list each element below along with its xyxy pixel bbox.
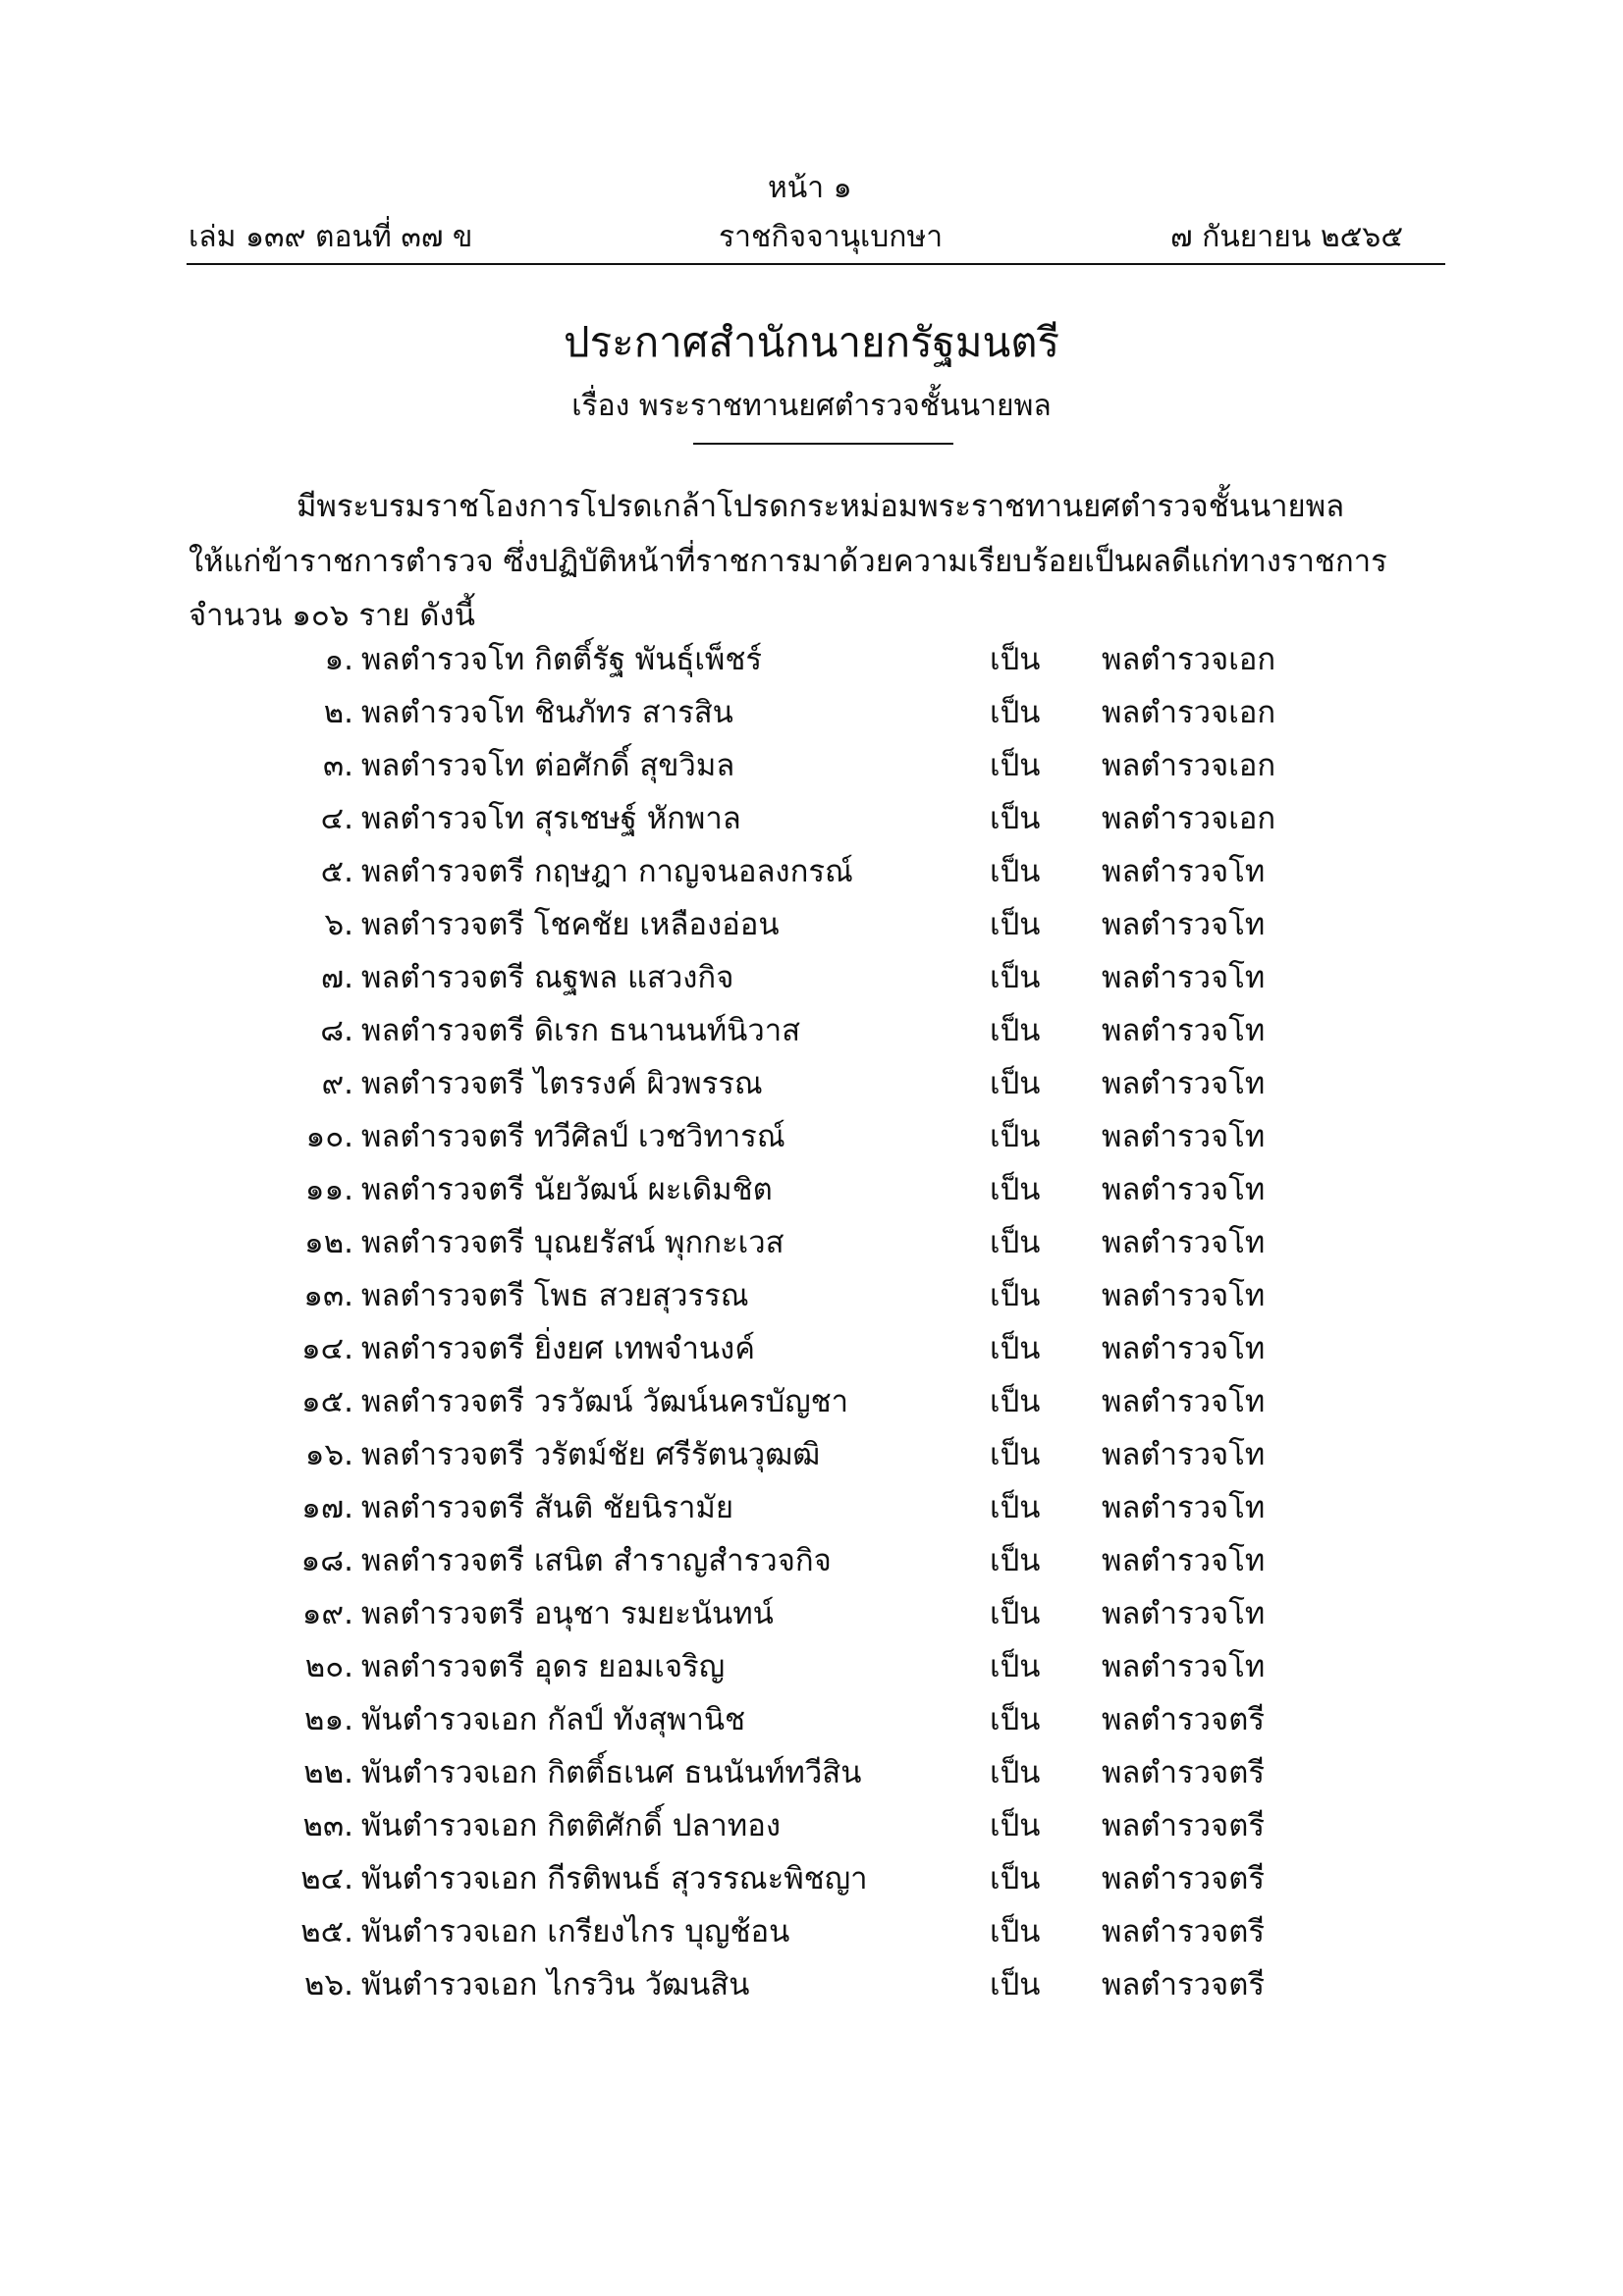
new-rank: พลตำรวจโท bbox=[1102, 1066, 1266, 1101]
as-label: เป็น bbox=[990, 960, 1041, 995]
officer-name: พลตำรวจตรี เสนิต สำราญสำรวจกิจ bbox=[361, 1543, 832, 1578]
new-rank: พลตำรวจโท bbox=[1102, 854, 1266, 889]
officer-name: พลตำรวจตรี วรวัฒน์ วัฒน์นครบัญชา bbox=[361, 1384, 849, 1419]
item-number: ๒๐. bbox=[304, 1649, 353, 1684]
officer-name: พลตำรวจโท สุรเชษฐ์ หักพาล bbox=[361, 801, 741, 836]
item-number: ๑๘. bbox=[300, 1543, 353, 1578]
officer-name: พลตำรวจโท ต่อศักดิ์ สุขวิมล bbox=[361, 748, 735, 783]
item-number: ๒๑. bbox=[304, 1702, 353, 1737]
volume-issue: เล่ม ๑๓๙ ตอนที่ ๓๗ ข bbox=[189, 220, 473, 254]
list-item bbox=[0, 1853, 1623, 1906]
officer-name: พันตำรวจเอก เกรียงไกร บุญช้อน bbox=[361, 1914, 790, 1949]
officer-name: พลตำรวจตรี ไตรรงค์ ผิวพรรณ bbox=[361, 1066, 763, 1101]
new-rank: พลตำรวจเอก bbox=[1102, 748, 1276, 783]
officer-name: พลตำรวจตรี ยิ่งยศ เทพจำนงค์ bbox=[361, 1331, 755, 1366]
as-label: เป็น bbox=[990, 1861, 1041, 1896]
announcement-title: ประกาศสำนักนายกรัฐมนตรี bbox=[563, 318, 1060, 366]
as-label: เป็น bbox=[990, 1649, 1041, 1684]
list-item bbox=[0, 1217, 1623, 1270]
item-number: ๑๓. bbox=[303, 1278, 353, 1313]
as-label: เป็น bbox=[990, 801, 1041, 836]
item-number: ๔. bbox=[320, 801, 353, 836]
officer-name: พลตำรวจตรี โชคชัย เหลืองอ่อน bbox=[361, 907, 780, 942]
header-rule bbox=[187, 263, 1445, 265]
as-label: เป็น bbox=[990, 1596, 1041, 1631]
new-rank: พลตำรวจโท bbox=[1102, 1119, 1266, 1154]
body-line-3: จำนวน ๑๐๖ ราย ดังนี้ bbox=[189, 598, 475, 633]
item-number: ๒๒. bbox=[303, 1755, 353, 1790]
list-item bbox=[0, 1800, 1623, 1853]
new-rank: พลตำรวจตรี bbox=[1102, 1808, 1265, 1843]
new-rank: พลตำรวจโท bbox=[1102, 1649, 1266, 1684]
as-label: เป็น bbox=[990, 1543, 1041, 1578]
list-item bbox=[0, 1535, 1623, 1588]
item-number: ๑๖. bbox=[304, 1437, 353, 1472]
new-rank: พลตำรวจโท bbox=[1102, 1225, 1266, 1260]
as-label: เป็น bbox=[990, 1437, 1041, 1472]
officer-name: พลตำรวจตรี สันติ ชัยนิรามัย bbox=[361, 1490, 733, 1525]
item-number: ๑๔. bbox=[301, 1331, 353, 1366]
as-label: เป็น bbox=[990, 1755, 1041, 1790]
title-underline bbox=[693, 443, 953, 445]
officer-name: พลตำรวจตรี นัยวัฒน์ ผะเดิมชิต bbox=[361, 1172, 773, 1207]
new-rank: พลตำรวจตรี bbox=[1102, 1755, 1265, 1790]
list-item bbox=[0, 1164, 1623, 1217]
list-item bbox=[0, 846, 1623, 899]
as-label: เป็น bbox=[990, 695, 1041, 730]
list-item bbox=[0, 687, 1623, 740]
list-item bbox=[0, 1588, 1623, 1641]
officer-name: พลตำรวจตรี วรัตม์ชัย ศรีรัตนวุฒฒิ bbox=[361, 1437, 821, 1472]
officer-name: พลตำรวจโท ชินภัทร สารสิน bbox=[361, 695, 733, 730]
as-label: เป็น bbox=[990, 1013, 1041, 1048]
item-number: ๖. bbox=[324, 907, 353, 942]
list-item bbox=[0, 1323, 1623, 1376]
officer-name: พันตำรวจเอก กีรติพนธ์ สุวรรณะพิชญา bbox=[361, 1861, 868, 1896]
item-number: ๒๖. bbox=[304, 1967, 353, 2002]
list-item bbox=[0, 1747, 1623, 1800]
item-number: ๑๕. bbox=[301, 1384, 353, 1419]
item-number: ๙. bbox=[321, 1066, 353, 1101]
new-rank: พลตำรวจโท bbox=[1102, 1384, 1266, 1419]
item-number: ๒๔. bbox=[300, 1861, 353, 1896]
new-rank: พลตำรวจโท bbox=[1102, 1437, 1266, 1472]
officer-name: พลตำรวจโท กิตติ์รัฐ พันธุ์เพ็ชร์ bbox=[361, 642, 763, 677]
as-label: เป็น bbox=[990, 854, 1041, 889]
list-item bbox=[0, 1906, 1623, 1959]
as-label: เป็น bbox=[990, 1384, 1041, 1419]
as-label: เป็น bbox=[990, 1172, 1041, 1207]
new-rank: พลตำรวจโท bbox=[1102, 1278, 1266, 1313]
list-item bbox=[0, 740, 1623, 793]
list-item bbox=[0, 1694, 1623, 1747]
list-item bbox=[0, 1641, 1623, 1694]
item-number: ๓. bbox=[322, 748, 353, 783]
new-rank: พลตำรวจโท bbox=[1102, 1543, 1266, 1578]
item-number: ๑. bbox=[324, 642, 353, 677]
officer-name: พลตำรวจตรี อนุชา รมยะนันทน์ bbox=[361, 1596, 774, 1631]
new-rank: พลตำรวจโท bbox=[1102, 1172, 1266, 1207]
item-number: ๕. bbox=[320, 854, 353, 889]
officer-name: พลตำรวจตรี โพธ สวยสุวรรณ bbox=[361, 1278, 749, 1313]
item-number: ๒. bbox=[323, 695, 353, 730]
list-item bbox=[0, 952, 1623, 1005]
as-label: เป็น bbox=[990, 1119, 1041, 1154]
item-number: ๒๓. bbox=[302, 1808, 353, 1843]
new-rank: พลตำรวจตรี bbox=[1102, 1967, 1265, 2002]
new-rank: พลตำรวจโท bbox=[1102, 1596, 1266, 1631]
new-rank: พลตำรวจโท bbox=[1102, 1490, 1266, 1525]
officer-name: พันตำรวจเอก กิตติศักดิ์ ปลาทอง bbox=[361, 1808, 781, 1843]
officer-name: พันตำรวจเอก ไกรวิน วัฒนสิน bbox=[361, 1967, 750, 2002]
as-label: เป็น bbox=[990, 1808, 1041, 1843]
new-rank: พลตำรวจตรี bbox=[1102, 1861, 1265, 1896]
new-rank: พลตำรวจเอก bbox=[1102, 642, 1276, 677]
as-label: เป็น bbox=[990, 1331, 1041, 1366]
list-item bbox=[0, 1270, 1623, 1323]
list-item bbox=[0, 1959, 1623, 2012]
officer-name: พลตำรวจตรี อุดร ยอมเจริญ bbox=[361, 1649, 726, 1684]
new-rank: พลตำรวจตรี bbox=[1102, 1914, 1265, 1949]
as-label: เป็น bbox=[990, 1702, 1041, 1737]
as-label: เป็น bbox=[990, 748, 1041, 783]
new-rank: พลตำรวจโท bbox=[1102, 960, 1266, 995]
list-item bbox=[0, 899, 1623, 952]
as-label: เป็น bbox=[990, 1278, 1041, 1313]
officer-name: พลตำรวจตรี ทวีศิลป์ เวชวิทารณ์ bbox=[361, 1119, 785, 1154]
list-item bbox=[0, 1429, 1623, 1482]
new-rank: พลตำรวจเอก bbox=[1102, 695, 1276, 730]
as-label: เป็น bbox=[990, 1066, 1041, 1101]
issue-date: ๗ กันยายน ๒๕๖๕ bbox=[1170, 220, 1404, 254]
list-item bbox=[0, 1111, 1623, 1164]
page-number: หน้า ๑ bbox=[768, 171, 852, 205]
item-number: ๒๕. bbox=[300, 1914, 353, 1949]
body-line-1: มีพระบรมราชโองการโปรดเกล้าโปรดกระหม่อมพระราชทานยศตำรวจชั้นนายพล bbox=[297, 489, 1345, 524]
list-item bbox=[0, 634, 1623, 687]
item-number: ๑๗. bbox=[301, 1490, 353, 1525]
as-label: เป็น bbox=[990, 1967, 1041, 2002]
item-number: ๘. bbox=[320, 1013, 353, 1048]
officer-name: พลตำรวจตรี กฤษฎา กาญจนอลงกรณ์ bbox=[361, 854, 853, 889]
list-item bbox=[0, 1005, 1623, 1058]
item-number: ๑๒. bbox=[304, 1225, 353, 1260]
item-number: ๑๙. bbox=[301, 1596, 353, 1631]
as-label: เป็น bbox=[990, 642, 1041, 677]
item-number: ๑๑. bbox=[304, 1172, 353, 1207]
item-number: ๑๐. bbox=[305, 1119, 353, 1154]
as-label: เป็น bbox=[990, 1914, 1041, 1949]
list-item bbox=[0, 1482, 1623, 1535]
officer-name: พันตำรวจเอก กิตติ์ธเนศ ธนนันท์ทวีสิน bbox=[361, 1755, 862, 1790]
new-rank: พลตำรวจโท bbox=[1102, 1331, 1266, 1366]
new-rank: พลตำรวจโท bbox=[1102, 907, 1266, 942]
promotion-list bbox=[0, 634, 1623, 2012]
announcement-subject: เรื่อง พระราชทานยศตำรวจชั้นนายพล bbox=[571, 389, 1052, 423]
officer-name: พลตำรวจตรี บุณยรัสน์ พุกกะเวส bbox=[361, 1225, 784, 1260]
list-item bbox=[0, 1376, 1623, 1429]
officer-name: พลตำรวจตรี ณฐพล แสวงกิจ bbox=[361, 960, 734, 995]
as-label: เป็น bbox=[990, 907, 1041, 942]
as-label: เป็น bbox=[990, 1225, 1041, 1260]
new-rank: พลตำรวจโท bbox=[1102, 1013, 1266, 1048]
officer-name: พันตำรวจเอก กัลป์ ทังสุพานิช bbox=[361, 1702, 746, 1737]
list-item bbox=[0, 793, 1623, 846]
body-line-2: ให้แก่ข้าราชการตำรวจ ซึ่งปฏิบัติหน้าที่ราชการมาด้วยความเรียบร้อยเป็นผลดีแก่ทางราชการ bbox=[189, 544, 1387, 579]
new-rank: พลตำรวจเอก bbox=[1102, 801, 1276, 836]
officer-name: พลตำรวจตรี ดิเรก ธนานนท์นิวาส bbox=[361, 1013, 801, 1048]
as-label: เป็น bbox=[990, 1490, 1041, 1525]
new-rank: พลตำรวจตรี bbox=[1102, 1702, 1265, 1737]
list-item bbox=[0, 1058, 1623, 1111]
item-number: ๗. bbox=[320, 960, 353, 995]
gazette-name: ราชกิจจานุเบกษา bbox=[719, 220, 944, 254]
